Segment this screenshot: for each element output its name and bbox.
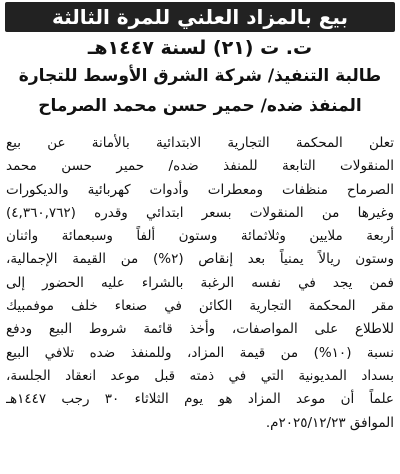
body-line: وغيرها من المنقولات بسعر ابتدائي وقدره (٤,٣٦٠,٧٦٢): [6, 204, 394, 221]
body-line: فمن يجد في نفسه الرغبة بالشراء عليه الحضور إلى: [6, 274, 394, 291]
body-line: أربعة ملايين وثلاثمائة وستون ألفاً وسبعمائة واثنان: [6, 228, 394, 245]
case-number: ت. ت (٢١) لسنة ١٤٤٧هـ: [87, 37, 313, 59]
body-line: المنقولات التابعة للمنفذ ضده/ حمير حسن محمد: [6, 158, 394, 175]
notice-header-bar: [5, 2, 395, 32]
body-line: وستون ريالاً يمنياً بعد إنقاص (٢%) من القيمة الإجمالية،: [6, 251, 394, 268]
body-line: بسداد المديونية التي في ذمته قبل موعد انعقاد الجلسة،: [6, 367, 394, 384]
auction-notice: [5, 2, 395, 468]
body-line: للاطلاع على المواصفات، وأخذ قائمة شروط البيع ودفع: [6, 321, 394, 338]
executed-against: المنفذ ضده/ حمير حسن محمد الصرماح: [38, 96, 362, 116]
execution-applicant: طالبة التنفيذ/ شركة الشرق الأوسط للتجارة: [18, 66, 382, 86]
body-line: نسبة (١٠%) من قيمة المزاد، وللمنفذ ضده تلافي البيع: [6, 344, 394, 361]
body-line: الصرماح منظفات ومعطرات وأدوات كهربائية والديكورات: [6, 181, 394, 198]
body-line: مقر المحكمة التجارية الكائن في صنعاء خلف موفمبيك: [6, 298, 394, 315]
body-line: الموافق ٢٠٢٥/١٢/٢٣م.: [265, 414, 394, 431]
body-line: تعلن المحكمة التجارية الابتدائية بالأمانة عن بيع: [6, 135, 394, 151]
notice-title: بيع بالمزاد العلني للمرة الثالثة: [51, 5, 349, 29]
body-line: علماً أن موعد المزاد هو يوم الثلاثاء ٣٠ رجب ١٤٤٧هـ: [6, 391, 394, 408]
notice-body: [6, 132, 394, 435]
